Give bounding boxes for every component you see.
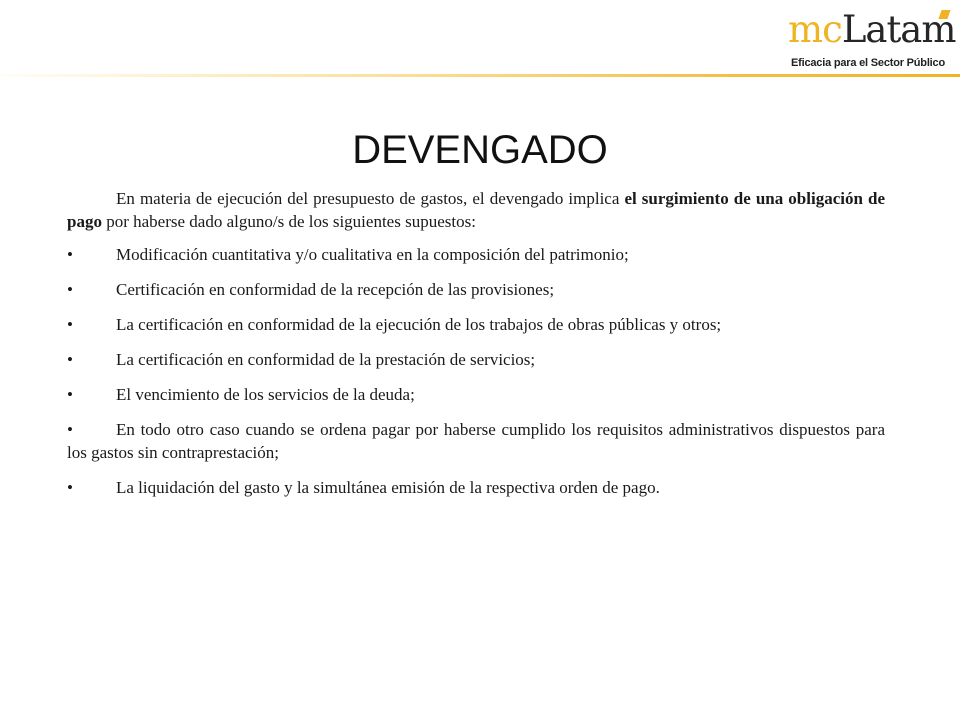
intro-text-bold: el surgimiento de una obligación de pago [67, 189, 886, 231]
bullet-dot: • [67, 385, 73, 404]
bullet-dot: • [67, 315, 73, 334]
bullet-item [67, 418, 885, 464]
bullet-dot: • [67, 350, 73, 369]
content-body [67, 187, 885, 511]
bullet-item [67, 313, 885, 336]
bullet-dot: • [67, 478, 73, 497]
bullet-text: La certificación en conformidad de la prestación de servicios; [116, 350, 536, 369]
bullet-text: El vencimiento de los servicios de la deuda; [116, 385, 415, 404]
bullet-text: Modificación cuantitativa y/o cualitativa en la composición del patrimonio; [116, 245, 629, 264]
bullet-item [67, 476, 885, 499]
bullet-text: Certificación en conformidad de la recepción de las provisiones; [116, 280, 555, 299]
intro-text-after: por haberse dado alguno/s de los siguientes supuestos: [101, 212, 476, 231]
bullet-item [67, 383, 885, 406]
intro-paragraph [67, 187, 885, 233]
logo-tagline: Eficacia para el Sector Público [791, 57, 945, 69]
bullet-text: En todo otro caso cuando se ordena pagar por haberse cumplido los requisitos administrativos dispuestos para los gastos sin contraprestación; [67, 420, 885, 462]
intro-text-before: En materia de ejecución del presupuesto de gastos, el devengado implica [116, 189, 625, 208]
logo-wordmark [788, 8, 955, 52]
bullet-item [67, 243, 885, 266]
header-divider [0, 74, 960, 77]
bullet-dot: • [67, 280, 73, 299]
bullet-dot: • [67, 420, 73, 439]
bullet-list [67, 243, 885, 499]
page-title: DEVENGADO [352, 128, 608, 172]
bullet-dot: • [67, 245, 73, 264]
mclatam-logo [785, 8, 956, 74]
bullet-item [67, 278, 885, 301]
bullet-item [67, 348, 885, 371]
logo-wordmark-latam: Latam [841, 8, 956, 51]
bullet-text: La certificación en conformidad de la ejecución de los trabajos de obras públicas y otros; [116, 315, 722, 334]
logo-wordmark-mc: mc [788, 8, 842, 51]
bullet-text: La liquidación del gasto y la simultánea emisión de la respectiva orden de pago. [116, 478, 660, 497]
